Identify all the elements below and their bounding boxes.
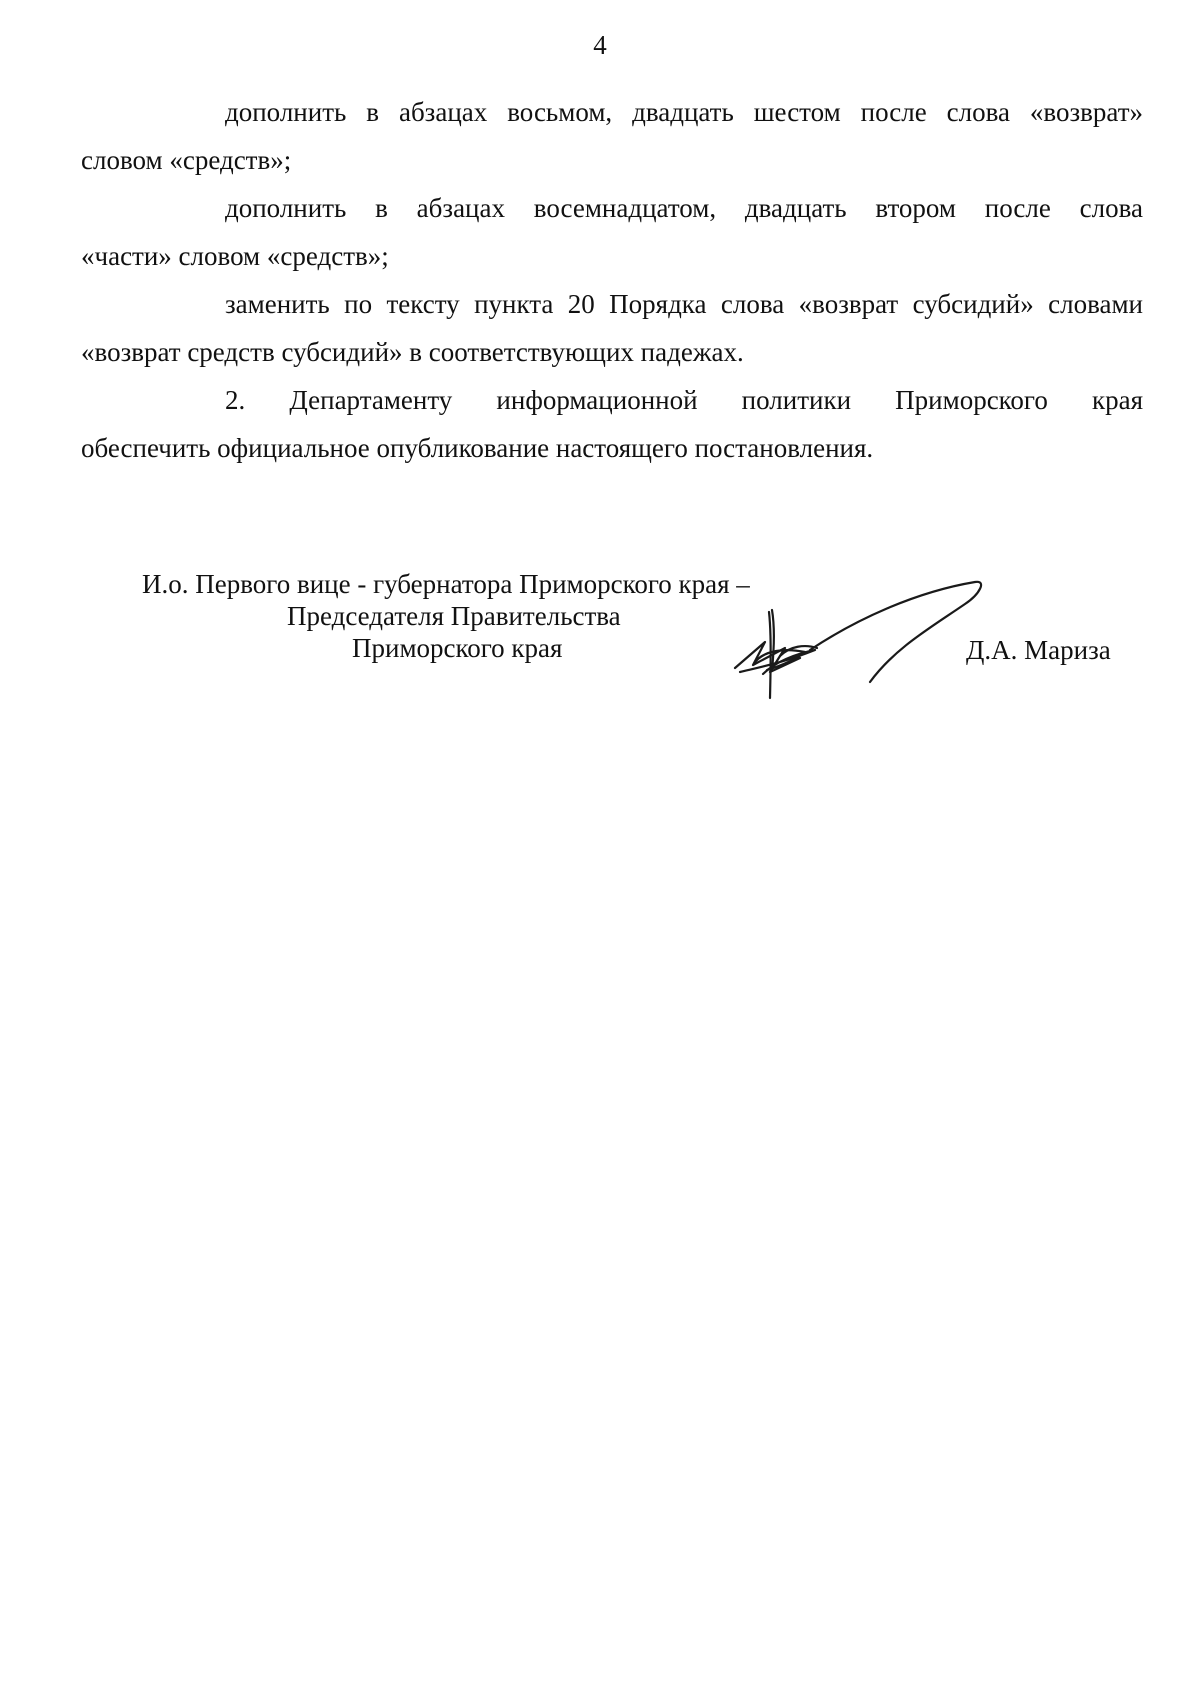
paragraph-line: заменить по тексту пункта 20 Порядка слова «возврат субсидий» словами [225,289,1143,319]
paragraph-replace-subsidies [81,280,1143,376]
signatory-title-line: Председателя Правительства [287,601,621,631]
handwritten-signature [725,570,995,700]
paragraph-amend-returns [81,88,1143,184]
paragraph-line: «возврат средств субсидий» в соответствующих падежах. [81,337,744,367]
paragraph-line: обеспечить официальное опубликование настоящего постановления. [81,433,874,463]
paragraph-line: дополнить в абзацах восьмом, двадцать шестом после слова «возврат» [225,97,1143,127]
paragraph-line: «части» словом «средств»; [81,241,389,271]
signer-name: Д.А. Мариза [966,635,1111,665]
signatory-title-line: Приморского края [352,633,563,663]
paragraph-line: дополнить в абзацах восемнадцатом, двадцать втором после слова [225,193,1143,223]
document-body [81,88,1143,472]
paragraph-line: словом «средств»; [81,145,292,175]
paragraph-line: 2. Департаменту информационной политики Приморского края [225,385,1143,415]
paragraph-publication [81,376,1143,472]
page-number: 4 [593,30,607,60]
signatory-title-line: И.о. Первого вице - губернатора Приморского края – [142,569,750,599]
paragraph-amend-parts [81,184,1143,280]
